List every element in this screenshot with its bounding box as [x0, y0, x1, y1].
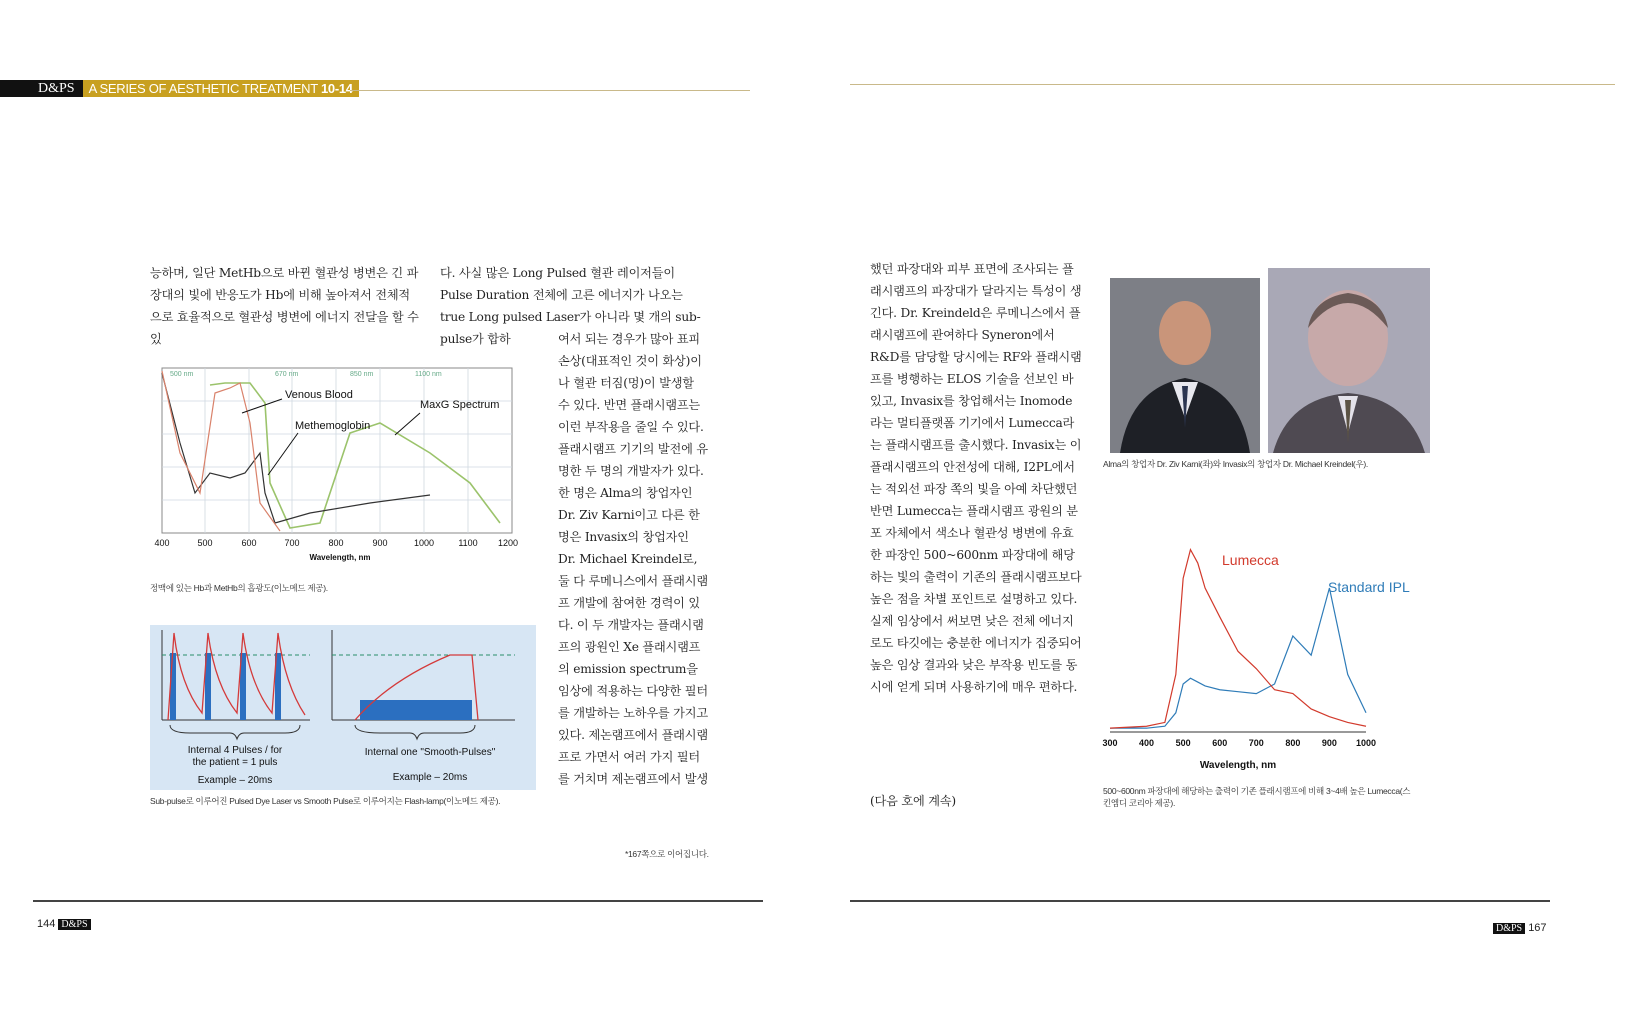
figure1-caption: 정맥에 있는 Hb과 MetHb의 흡광도(이노메드 제공). [150, 583, 328, 593]
x-tick: 500 [197, 538, 213, 548]
pulse-figure [150, 625, 536, 790]
top-label: 1100 nm [415, 371, 442, 378]
annotation-venous-blood: Venous Blood [285, 389, 353, 401]
x-axis-label: Wavelength, nm [309, 553, 371, 562]
page-number: 144 [37, 918, 56, 930]
to-be-continued: (다음 호에 계속) [870, 794, 956, 808]
right-column: 했던 파장대와 피부 표면에 조사되는 플래시램프의 파장대가 달라지는 특성이 생긴다. Dr. Kreindeld은 루메니스에서 플래시램프에 관여하다 Syneron에서 R&D를 담당할 당시에는 RF와 플래시램프를 병행하는 ELOS 기술을 선보인 바 있고, Invasix를 창업해서는 Inomode라는 멀티플랫폼 기기에서 Lumecca라는 플래시램프를 출시했다. Invasix는 이 플래시램프의 안전성에 대해, I2PL에서는 적외선 파장 쪽의 빛을 아예 차단했던 반면 Lumecca는 플래시램프 광원의 분포 자체에서 색소나 혈관성 병변에 유효한 파장인 500~600nm 파장대에 해당하는 빛의 출력이 기존의 플래시램프보다 높은 점을 차별 포인트로 설명하고 있다. 실제 임상에서 써보면 낮은 전체 에너지로도 타깃에는 충분한 에너지가 집중되어 높은 임상 결과와 낮은 부작용 빈도를 동시에 얻게 되며 사용하기에 매우 편하다. [870, 262, 1082, 694]
x-tick: 300 [1102, 738, 1118, 748]
pulse-label: the patient = 1 puls [192, 757, 278, 768]
x-tick: 700 [1248, 738, 1264, 748]
x-tick: 1000 [413, 538, 435, 548]
spectrum-chart [1100, 520, 1430, 780]
x-tick: 1000 [1355, 738, 1377, 748]
x-tick: 800 [1285, 738, 1301, 748]
header-brand: D&PS [0, 80, 83, 97]
page-number-right [1493, 922, 1547, 934]
absorption-figure [150, 363, 530, 573]
figure2-caption: Sub-pulse로 이루어진 Pulsed Dye Laser vs Smooth Pulse로 이루어지는 Flash-lamp(이노메드 제공). [150, 796, 501, 806]
x-axis-label: Wavelength, nm [1199, 760, 1277, 771]
issue-number: 10-14 [320, 81, 353, 96]
page-number-left [37, 918, 91, 930]
pulse-label: Internal 4 Pulses / for [187, 745, 283, 756]
photo-ziv-karni [1110, 278, 1260, 453]
page-brand: D&PS [1493, 923, 1525, 934]
series-label-ipl: Standard IPL [1328, 579, 1410, 595]
left-column-a: 능하며, 일단 MetHb으로 바뀐 혈관성 병변은 긴 파장대의 빛에 반응도가 Hb에 비해 높아져서 전체적으로 효율적으로 혈관성 병변에 에너지 전달을 할 수 있 [150, 266, 419, 346]
series-line-standard-ipl [1110, 588, 1366, 728]
header-series [83, 80, 359, 97]
page-number: 167 [1528, 922, 1547, 934]
x-tick: 600 [1212, 738, 1228, 748]
photo-michael-kreindel [1268, 268, 1430, 453]
series-label-lumecca: Lumecca [1222, 552, 1279, 568]
top-label: 500 nm [170, 371, 194, 378]
x-tick: 1200 [497, 538, 519, 548]
series-line-lumecca [1110, 550, 1366, 729]
header-bar [0, 80, 359, 97]
x-tick: 900 [372, 538, 388, 548]
continued-note: *167쪽으로 이어집니다. [625, 849, 709, 859]
x-tick: 400 [154, 538, 170, 548]
pulse-label: Internal one "Smooth-Pulses" [364, 747, 496, 758]
x-tick: 500 [1175, 738, 1191, 748]
pulse-label: Example – 20ms [392, 772, 468, 783]
series-title: A SERIES OF AESTHETIC TREATMENT [88, 81, 318, 96]
top-rule-right [850, 84, 1615, 85]
spectrum-figure [1100, 520, 1430, 780]
x-tick: 600 [241, 538, 257, 548]
pulse-diagram [150, 625, 536, 790]
annotation-methemoglobin: Methemoglobin [295, 420, 371, 432]
absorption-chart [150, 363, 530, 573]
top-label: 670 nm [275, 371, 299, 378]
top-label: 850 nm [350, 371, 374, 378]
bottom-rule-left [33, 900, 763, 902]
x-tick: 400 [1139, 738, 1155, 748]
bottom-rule-right [850, 900, 1550, 902]
x-tick: 800 [328, 538, 344, 548]
page-brand: D&PS [58, 919, 90, 930]
top-rule-left [350, 90, 750, 91]
x-tick: 1100 [458, 538, 478, 548]
photo-caption: Alma의 창업자 Dr. Ziv Karni(좌)와 Invasix의 창업자 Dr. Michael Kreindel(우). [1103, 459, 1368, 469]
annotation-maxg: MaxG Spectrum [420, 399, 500, 411]
left-column-b: 다. 사실 많은 Long Pulsed 혈관 레이저들이 Pulse Duration 전체에 고른 에너지가 나오는 true Long pulsed Laser가 아니라 몇 개의 sub-pulse가 합하 [440, 266, 701, 346]
figure4-caption: 500~600nm 파장대에 해당하는 출력이 기존 플래시램프에 비해 3~4배 높은 Lumecca(스킨엠디 코리아 제공). [1103, 786, 1411, 808]
x-tick: 700 [284, 538, 300, 548]
left-column-c: 여서 되는 경우가 많아 표피손상(대표적인 것이 화상)이나 혈관 터짐(멍)이 발생할 수 있다. 반면 플래시램프는 이런 부작용을 줄일 수 있다. 플래시램프 기기의 발전에 유명한 두 명의 개발자가 있다. 한 명은 Alma의 창업자인 Dr. Ziv Karni이고 다른 한 명은 Invasix의 창업자인 Dr. Michael Kreindel로, 둘 다 루메니스에서 플래시램프 개발에 참여한 경력이 있다. 이 두 개발자는 플래시램프의 광원인 Xe 플래시램프의 emission spectrum을 임상에 적용하는 다양한 필터를 개발하는 노하우를 가지고 있다. 제논램프에서 플래시램프로 가면서 여러 가지 필터를 거치며 제논램프에서 발생 [558, 332, 708, 786]
x-tick: 900 [1321, 738, 1337, 748]
pulse-label: Example – 20ms [197, 775, 273, 786]
